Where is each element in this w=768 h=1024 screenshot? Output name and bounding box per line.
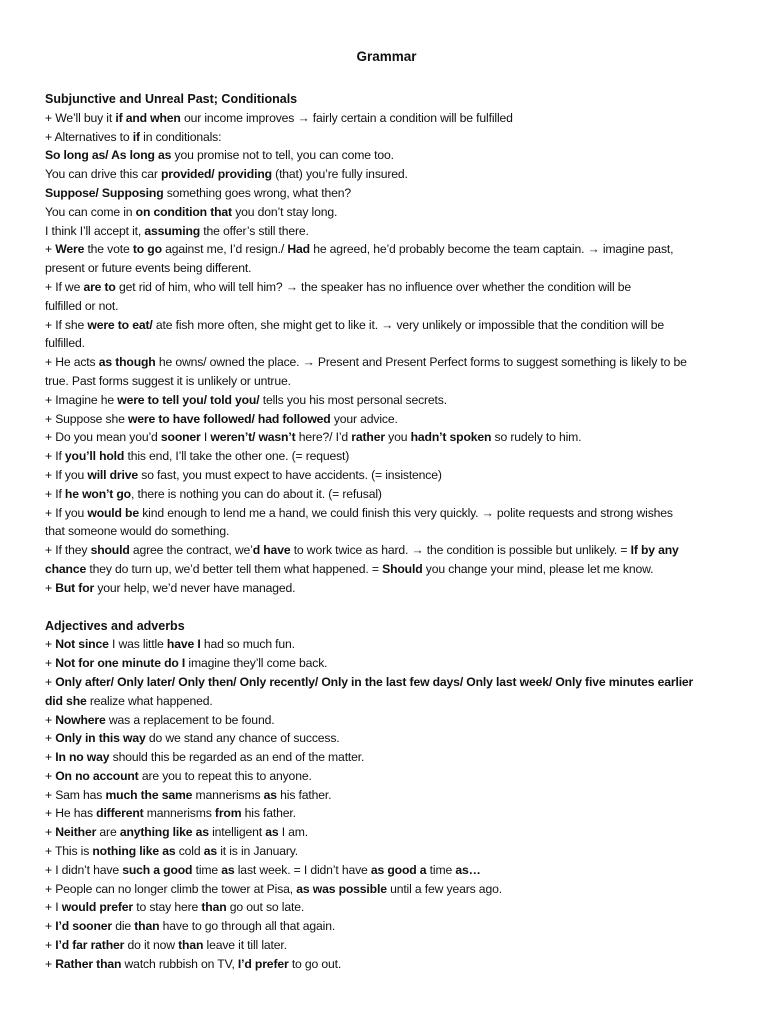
text-line [45, 184, 728, 203]
text-line [45, 146, 728, 165]
text-run: (that) you’re fully insured. [271, 167, 408, 182]
bold-text: different [96, 806, 144, 821]
bold-text: Only in this way [55, 731, 146, 746]
text-run: + [45, 580, 56, 595]
section [45, 617, 728, 974]
text-run: You can drive this car [45, 167, 162, 182]
text-run: intelligent [208, 825, 266, 840]
text-line [45, 391, 728, 410]
text-line [45, 522, 728, 541]
bold-text: have I [166, 637, 201, 652]
text-line [45, 410, 728, 429]
text-line [45, 711, 728, 730]
bold-text: you’ll hold [64, 449, 125, 464]
text-run: you [384, 430, 411, 445]
bold-text: Not for one minute do I [55, 656, 186, 671]
text-run: + If she [45, 317, 88, 332]
text-run: + [45, 956, 56, 971]
text-run: do we stand any chance of success. [145, 731, 340, 746]
text-run: so rudely to him. [491, 430, 582, 445]
bold-text: on condition that [135, 204, 232, 219]
text-run: here?/ I’d [295, 430, 352, 445]
text-run: to stay here [133, 900, 202, 915]
text-line [45, 917, 728, 936]
bold-text: Were [55, 242, 85, 257]
bold-text: are to [83, 279, 116, 294]
bold-text: from [214, 806, 242, 821]
text-run: You can come in [45, 204, 136, 219]
text-run: he owns/ owned the place. → Present and Present Perfect forms to suggest something is likely to be [155, 355, 687, 370]
bold-text: to go [132, 242, 162, 257]
text-line [45, 786, 728, 805]
bold-text: than [201, 900, 227, 915]
bold-text: Had [287, 242, 310, 257]
bold-text: sooner [160, 430, 201, 445]
text-run: last week. = I didn’t have [234, 862, 371, 877]
text-run: I think I’ll accept it, [45, 223, 145, 238]
text-line [45, 654, 728, 673]
text-run: + If they [45, 543, 91, 558]
bold-text: than [178, 938, 204, 953]
text-run: his father. [241, 806, 296, 821]
text-run: fulfilled or not. [45, 298, 119, 313]
text-run: agree the contract, we’ [129, 543, 253, 558]
text-run: + We’ll buy it [45, 110, 116, 125]
bold-text: would be [87, 505, 139, 520]
text-run: + [45, 731, 56, 746]
text-run: realize what happened. [86, 693, 213, 708]
text-line [45, 466, 728, 485]
text-run: to work twice as hard. → the condition is possible but unlikely. = [290, 543, 631, 558]
text-line [45, 372, 728, 391]
text-run: true. Past forms suggest it is unlikely or untrue. [45, 373, 291, 388]
text-line [45, 936, 728, 955]
text-run: + [45, 712, 56, 727]
bold-text: Should [382, 561, 423, 576]
text-run: + If you [45, 505, 88, 520]
text-line [45, 259, 728, 278]
text-run: it is in January. [216, 844, 299, 859]
bold-text: will drive [87, 467, 139, 482]
text-run: + If [45, 486, 65, 501]
text-line [45, 240, 728, 259]
bold-text: Suppose/ Supposing [45, 185, 164, 200]
text-run: + Alternatives to [45, 129, 133, 144]
text-run: you promise not to tell, you can come too. [171, 148, 394, 163]
text-run: that someone would do something. [45, 524, 230, 539]
section [45, 90, 728, 598]
text-run: die [111, 919, 135, 934]
bold-text: If by any [630, 543, 679, 558]
bold-text: weren’t/ wasn’t [210, 430, 296, 445]
bold-text: I’d far rather [55, 938, 125, 953]
bold-text: should [90, 543, 130, 558]
bold-text: On no account [55, 768, 139, 783]
bold-text: as [203, 844, 217, 859]
text-line [45, 222, 728, 241]
section-heading: Adjectives and adverbs [45, 618, 185, 633]
bold-text: as good a [370, 862, 427, 877]
text-run: + [45, 637, 56, 652]
text-run: present or future events being different. [45, 261, 252, 276]
text-run: + People can no longer climb the tower at Pisa, [45, 881, 297, 896]
text-line [45, 880, 728, 899]
text-line [45, 504, 728, 523]
bold-text: Nowhere [55, 712, 106, 727]
text-run: go out so late. [226, 900, 305, 915]
text-run: + Do you mean you’d [45, 430, 161, 445]
text-run: I am. [278, 825, 309, 840]
text-run: his father. [276, 787, 332, 802]
text-run: + This is [45, 844, 93, 859]
bold-text: nothing like as [92, 844, 176, 859]
text-run: leave it till later. [203, 938, 287, 953]
text-run: you change your mind, please let me know. [422, 561, 654, 576]
text-run: have to go through all that again. [159, 919, 336, 934]
bold-text: if and when [115, 110, 181, 125]
bold-text: I’d sooner [55, 919, 112, 934]
bold-text: Rather than [55, 956, 122, 971]
text-run: your help, we’d never have managed. [94, 580, 296, 595]
text-line [45, 278, 728, 297]
text-run: + [45, 242, 56, 257]
section-spacer [45, 598, 728, 617]
text-run: fulfilled. [45, 336, 85, 351]
text-run: + [45, 750, 56, 765]
text-line [45, 673, 728, 692]
bold-text: Neither [55, 825, 97, 840]
text-run: cold [175, 844, 204, 859]
text-run: in conditionals: [139, 129, 222, 144]
text-run: the vote [84, 242, 133, 257]
bold-text: hadn’t spoken [410, 430, 492, 445]
bold-text: as [221, 862, 235, 877]
bold-text: as though [98, 355, 156, 370]
text-run: do it now [124, 938, 179, 953]
text-line [45, 128, 728, 147]
bold-text: were to have followed/ had followed [127, 411, 331, 426]
text-run: + [45, 938, 56, 953]
text-run: + [45, 768, 56, 783]
page-title: Grammar [356, 49, 417, 64]
text-run: should this be regarded as an end of the matter. [109, 750, 365, 765]
text-line [45, 955, 728, 974]
text-run: are you to repeat this to anyone. [138, 768, 312, 783]
text-run: + I didn’t have [45, 862, 123, 877]
text-run: they do turn up, we’d better tell them what happened. = [86, 561, 383, 576]
text-run: + If you [45, 467, 88, 482]
bold-text: rather [351, 430, 385, 445]
text-run: + Imagine he [45, 392, 118, 407]
text-line [45, 748, 728, 767]
text-run: was a replacement to be found. [105, 712, 275, 727]
text-line [45, 485, 728, 504]
text-run: the offer’s still there. [200, 223, 309, 238]
bold-text: were to eat/ [87, 317, 153, 332]
section-heading: Subjunctive and Unreal Past; Conditionals [45, 92, 298, 106]
bold-text: than [134, 919, 160, 934]
text-run: + [45, 825, 56, 840]
bold-text: In no way [55, 750, 110, 765]
bold-text: So long as/ As long as [45, 148, 172, 163]
bold-text: d have [252, 543, 291, 558]
bold-text: I’d prefer [237, 956, 289, 971]
text-run: to go out. [288, 956, 342, 971]
text-run: + [45, 919, 56, 934]
bold-text: Not since [55, 637, 109, 652]
text-run: get rid of him, who will tell him? → the speaker has no influence over whether the condition will be [115, 279, 632, 294]
text-run: I was little [108, 637, 167, 652]
text-line [45, 861, 728, 880]
text-line [45, 353, 728, 372]
bold-text: he won’t go [64, 486, 131, 501]
bold-text: as [265, 825, 279, 840]
text-run: something goes wrong, what then? [163, 185, 351, 200]
text-run: + He acts [45, 355, 99, 370]
text-line [45, 635, 728, 654]
text-line [45, 316, 728, 335]
text-run: + If we [45, 279, 84, 294]
text-run: he agreed, he’d probably become the team captain. → imagine past, [309, 242, 674, 257]
text-run: your advice. [330, 411, 398, 426]
text-run: are [96, 825, 120, 840]
text-line [45, 767, 728, 786]
text-run: this end, I’ll take the other one. (= request) [124, 449, 350, 464]
text-line [45, 109, 728, 128]
bold-text: if [132, 129, 140, 144]
bold-text: did she [45, 693, 87, 708]
text-line [45, 823, 728, 842]
bold-text: assuming [144, 223, 201, 238]
text-run: + I [45, 900, 62, 915]
text-run: watch rubbish on TV, [121, 956, 238, 971]
text-line [45, 165, 728, 184]
text-run: tells you his most personal secrets. [259, 392, 447, 407]
text-run: , there is nothing you can do about it. (= refusal) [130, 486, 382, 501]
bold-text: as [263, 787, 277, 802]
text-line [45, 428, 728, 447]
bold-text: as was possible [296, 881, 387, 896]
bold-text: Only after/ Only later/ Only then/ Only recently/ Only in the last few days/ Only last week/ Only five minutes earlier [55, 674, 694, 689]
text-run: had so much fun. [200, 637, 295, 652]
document-body [45, 90, 728, 974]
text-run: + Suppose she [45, 411, 128, 426]
text-run: until a few years ago. [386, 881, 502, 896]
bold-text: would prefer [61, 900, 134, 915]
bold-text: such a good [122, 862, 193, 877]
text-run: I [200, 430, 211, 445]
text-line [45, 579, 728, 598]
bold-text: much the same [105, 787, 193, 802]
bold-text: were to tell you/ told you/ [117, 392, 260, 407]
bold-text: anything like as [119, 825, 209, 840]
bold-text: as… [455, 862, 481, 877]
text-line [45, 541, 728, 560]
text-run: imagine they’ll come back. [185, 656, 328, 671]
bold-text: provided/ providing [161, 167, 272, 182]
text-line [45, 203, 728, 222]
text-line [45, 692, 728, 711]
text-run: against me, I’d resign./ [161, 242, 288, 257]
text-line [45, 842, 728, 861]
text-run: ate fish more often, she might get to like it. → very unlikely or impossible that the condition will be [152, 317, 665, 332]
text-run: mannerisms [192, 787, 264, 802]
text-line [45, 898, 728, 917]
text-run: time [192, 862, 222, 877]
text-line [45, 560, 728, 579]
text-run: you don’t stay long. [231, 204, 338, 219]
text-run: + [45, 674, 56, 689]
text-run: our income improves → fairly certain a condition will be fulfilled [180, 110, 513, 125]
text-run: time [426, 862, 456, 877]
text-run: mannerisms [143, 806, 215, 821]
text-line [45, 334, 728, 353]
text-run: so fast, you must expect to have accidents. (= insistence) [138, 467, 442, 482]
text-line [45, 447, 728, 466]
text-line [45, 729, 728, 748]
text-run: + He has [45, 806, 97, 821]
text-line [45, 804, 728, 823]
text-run: kind enough to lend me a hand, we could finish this very quickly. → polite requests and strong wishes [138, 505, 673, 520]
text-run: + Sam has [45, 787, 106, 802]
text-run: + If [45, 449, 65, 464]
bold-text: chance [45, 561, 87, 576]
text-run: + [45, 656, 56, 671]
text-line [45, 297, 728, 316]
bold-text: But for [55, 580, 95, 595]
